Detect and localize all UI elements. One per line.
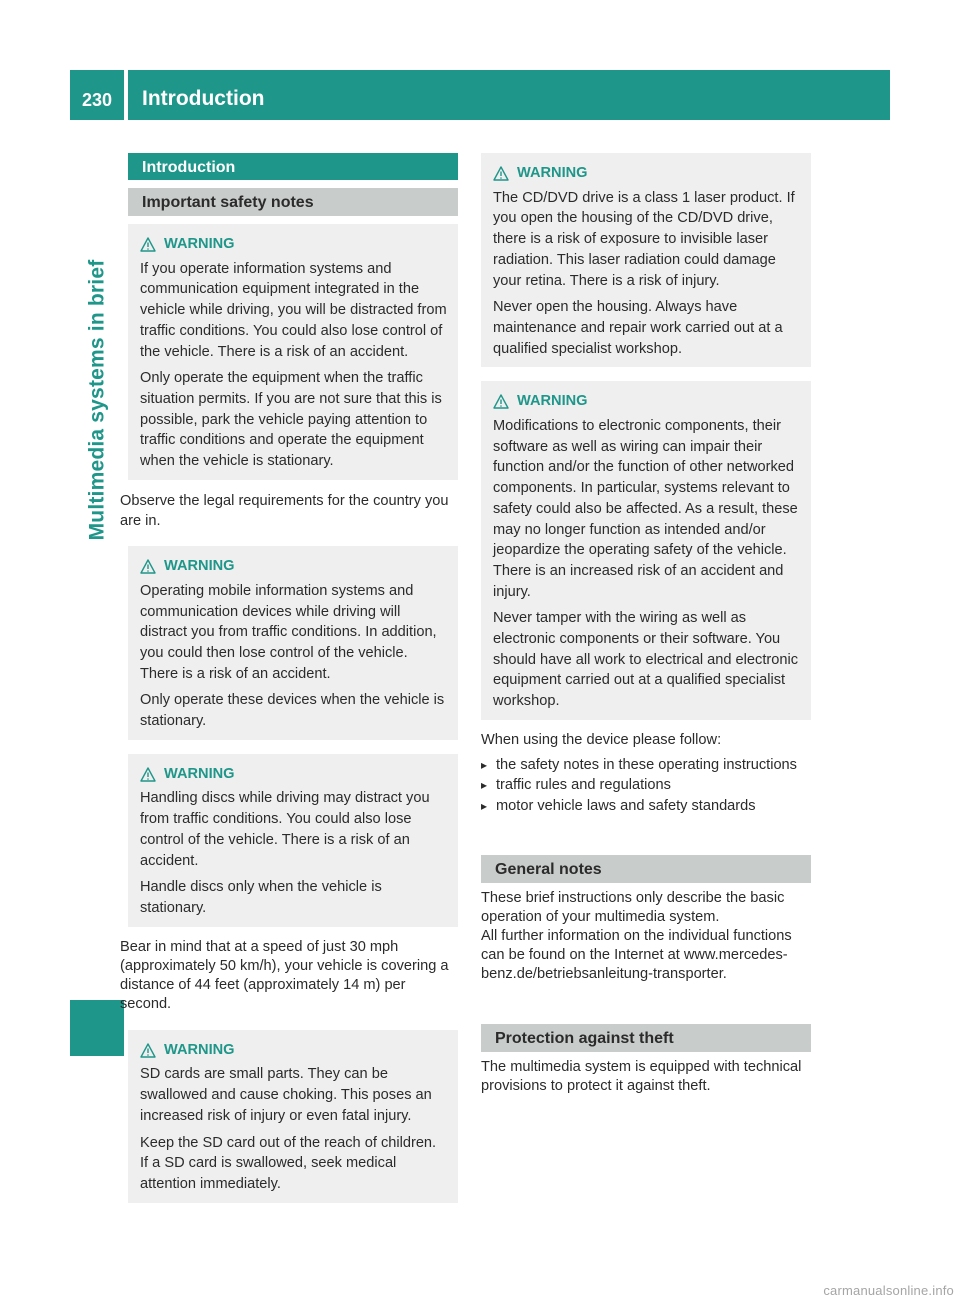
warning-instruction: Keep the SD card out of the reach of children. If a SD card is swallowed, seek medical attention immediately.: [140, 1134, 437, 1192]
body-paragraph: These brief instructions only describe the basic operation of your multimedia system.: [481, 889, 785, 925]
list-item: ▸ the safety notes in these operating instructions: [481, 755, 811, 776]
warning-heading: WARNING: [493, 391, 801, 412]
warning-instruction: Only operate these devices when the vehicle is stationary.: [140, 692, 445, 730]
section-title-protection-against-theft: Protection against theft: [481, 1024, 811, 1052]
section-title-introduction: Introduction: [128, 153, 458, 180]
bullet-list: [481, 755, 811, 817]
warning-heading: WARNING: [140, 1040, 448, 1061]
warning-heading: WARNING: [140, 556, 448, 577]
warning-text: Operating mobile information systems and communication devices while driving will distract you from traffic conditions. In addition, you could then lose control of the vehicle. There is a risk of an accident.: [140, 582, 437, 682]
section-title-general-notes: General notes: [481, 855, 811, 883]
warning-box: [481, 153, 811, 367]
warning-instruction: Never open the housing. Always have maintenance and repair work carried out at a qualified specialist workshop.: [493, 299, 783, 357]
warning-triangle-icon: [140, 237, 156, 252]
warning-box: [128, 224, 458, 480]
warning-triangle-icon: [493, 166, 509, 181]
warning-box: [128, 754, 458, 927]
side-tab-marker: [70, 1000, 124, 1056]
warning-instruction: Never tamper with the wiring as well as electronic components or their software. You should have all work to electrical and electronic equipment carried out at a qualified specialist workshop.: [493, 610, 799, 710]
warning-text: The CD/DVD drive is a class 1 laser product. If you open the housing of the CD/DVD drive, there is a risk of exposure to invisible laser radiation. This laser radiation could damage your retina. There is a risk of injury.: [493, 189, 795, 289]
warning-box: [481, 381, 811, 720]
body-paragraph: The multimedia system is equipped with technical provisions to protect it against theft.: [481, 1058, 802, 1094]
body-paragraph: All further information on the individual functions can be found on the Internet at www.mercedes-benz.de/betriebsanleitung-transporter.: [481, 927, 792, 982]
warning-triangle-icon: [140, 559, 156, 574]
subsection-title-safety-notes: Important safety notes: [128, 188, 458, 216]
warning-heading: WARNING: [140, 234, 448, 255]
page-number: 230: [70, 70, 124, 120]
warning-box: [128, 1030, 458, 1203]
body-paragraph: Observe the legal requirements for the country you are in.: [120, 492, 449, 530]
warning-text: If you operate information systems and communication equipment integrated in the vehicle while driving, you will be distracted from traffic conditions. You could also lose control of the vehicle. There is a risk of an accident.: [140, 260, 447, 360]
warning-box: [128, 546, 458, 740]
page-header-title: Introduction: [128, 70, 890, 120]
warning-text: Modifications to electronic components, their software as well as wiring can impair their function and/or the function of other networked components. In particular, systems relevant to safety could also be affected. As a result, these may no longer function as intended and/or jeopardize the operating safety of the vehicle. There is an increased risk of an accident and injury.: [493, 418, 798, 600]
warning-text: SD cards are small parts. They can be swallowed and cause choking. This poses an increased risk of injury or even fatal injury.: [140, 1066, 432, 1124]
warning-triangle-icon: [140, 767, 156, 782]
body-paragraph: When using the device please follow:: [481, 731, 722, 748]
warning-text: Handling discs while driving may distract you from traffic conditions. You could also lose control of the vehicle. There is a risk of an accident.: [140, 790, 430, 869]
list-item: ▸ traffic rules and regulations: [481, 775, 811, 796]
warning-instruction: Handle discs only when the vehicle is stationary.: [140, 879, 382, 916]
body-paragraph: Bear in mind that at a speed of just 30 mph (approximately 50 km/h), your vehicle is covering a distance of 44 feet (approximately 14 m) per second.: [120, 938, 449, 1012]
warning-heading: WARNING: [493, 163, 801, 184]
list-item: ▸ motor vehicle laws and safety standards: [481, 796, 811, 817]
side-tab-label: Multimedia systems in brief: [85, 259, 108, 541]
warning-instruction: Only operate the equipment when the traffic situation permits. If you are not sure that this is possible, park the vehicle paying attention to traffic conditions and operate the equipment when the vehicle is stationary.: [140, 370, 442, 470]
left-column: [120, 153, 458, 1203]
watermark: carmanualsonline.info: [823, 1283, 954, 1298]
warning-triangle-icon: [493, 394, 509, 409]
warning-triangle-icon: [140, 1043, 156, 1058]
right-column: [473, 153, 811, 1096]
warning-heading: WARNING: [140, 764, 448, 785]
